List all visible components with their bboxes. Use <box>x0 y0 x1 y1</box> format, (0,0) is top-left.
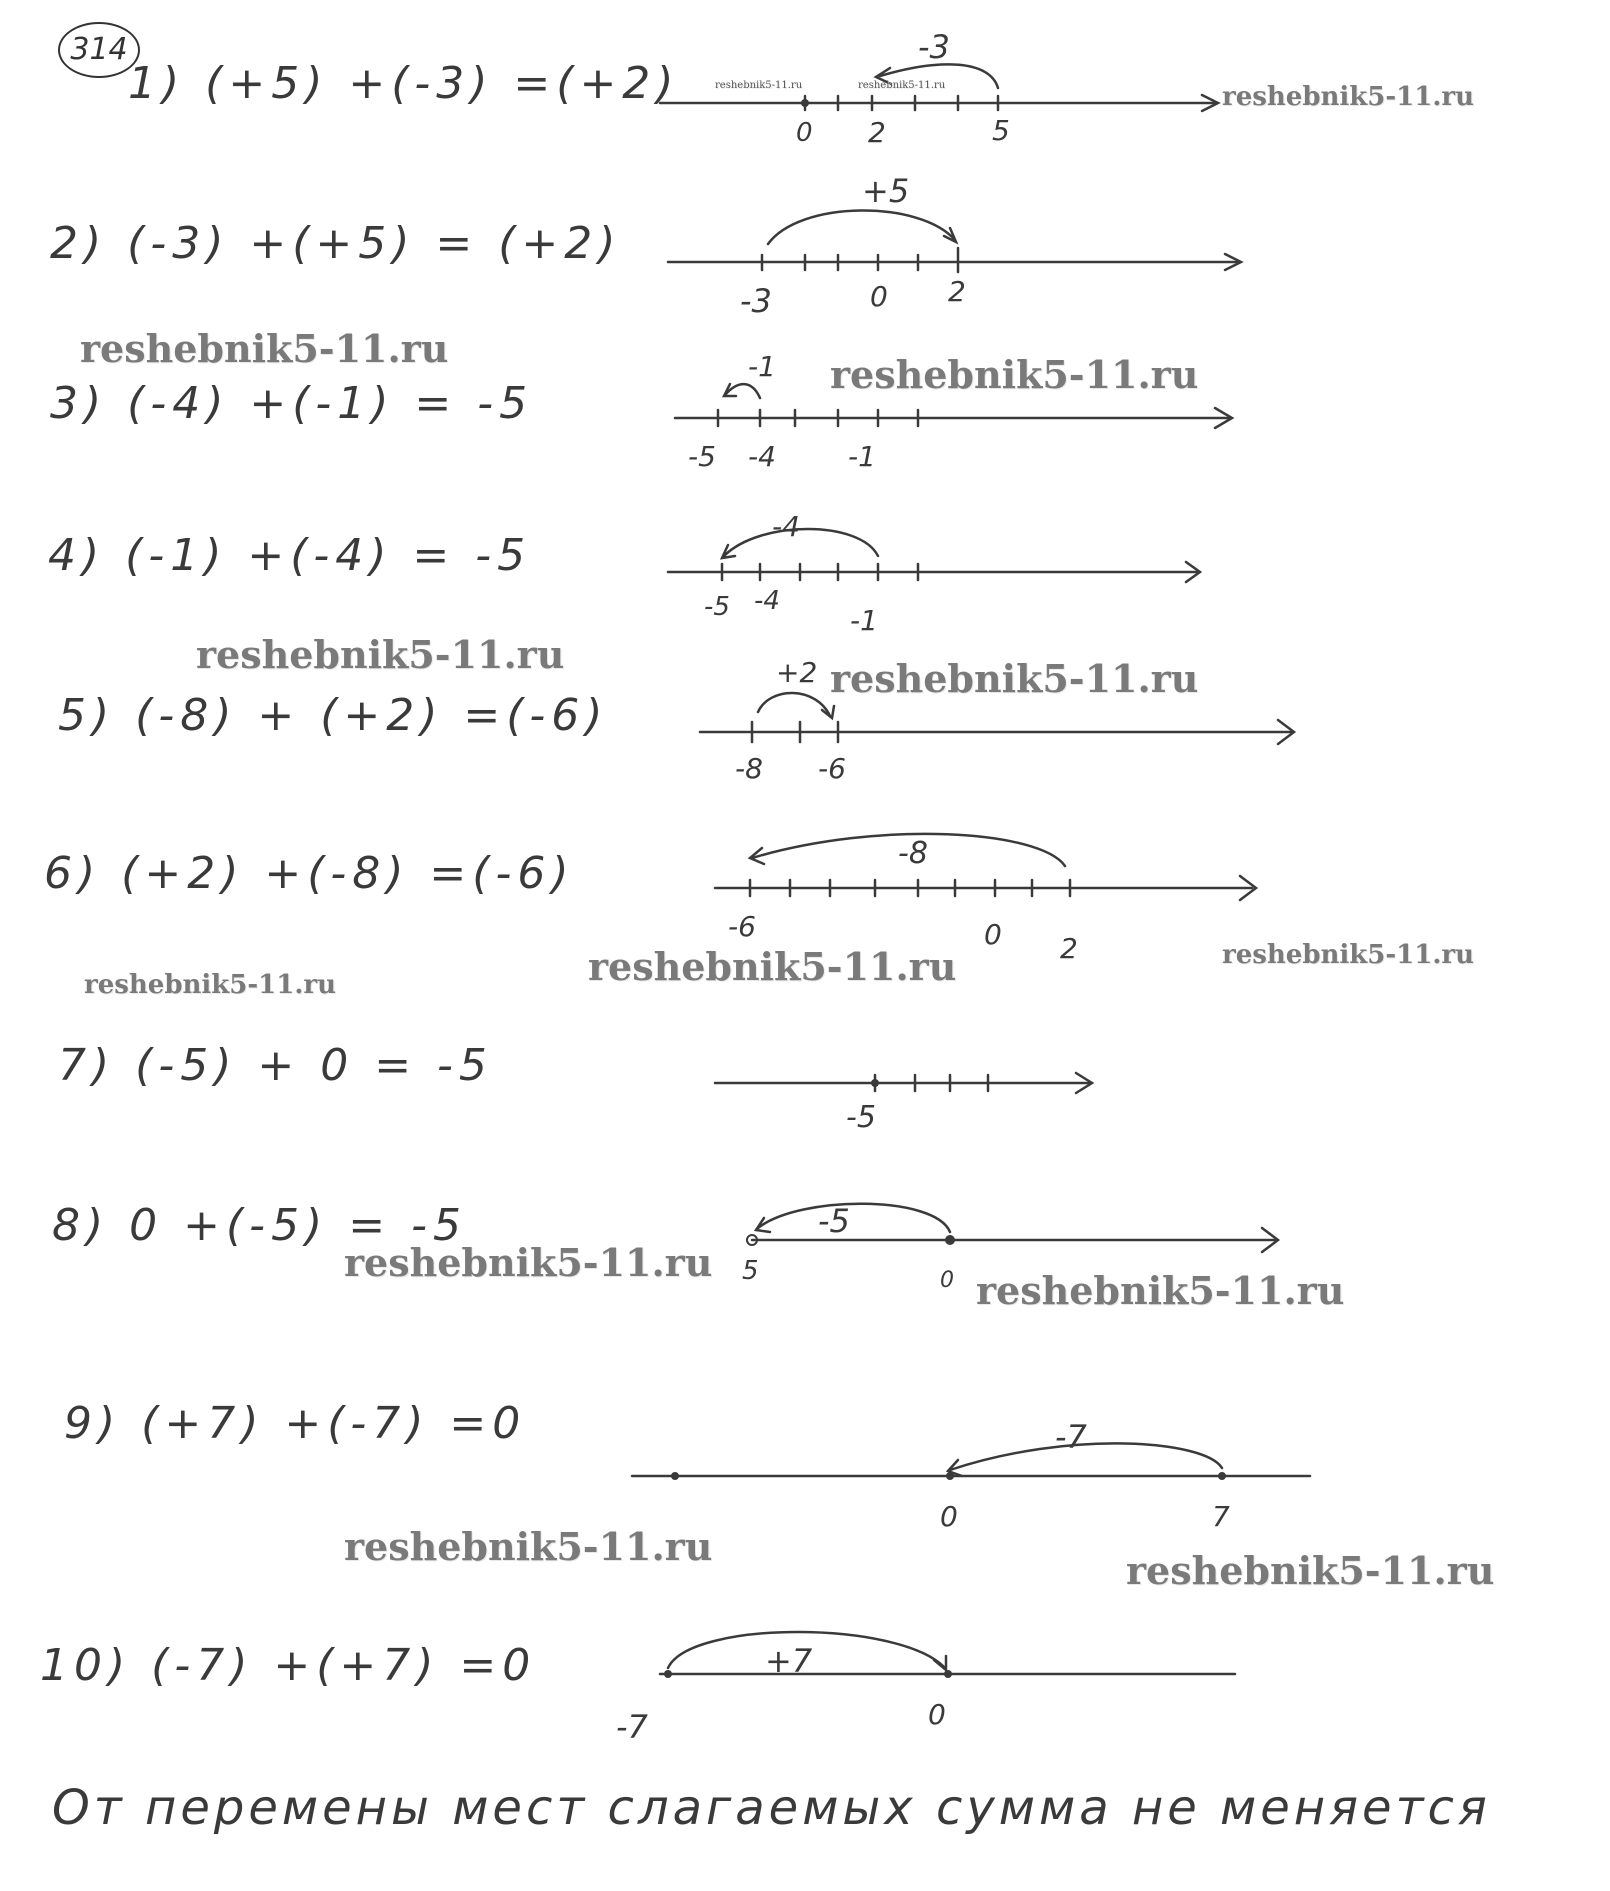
number-line-10 <box>660 1632 1235 1674</box>
equation-text: (-4) +(-1) = -5 <box>127 378 534 429</box>
watermark-text: reshebnik5-11.ru <box>344 1240 713 1285</box>
number-line-7 <box>715 1073 1092 1093</box>
equation-text: 0 +(-5) = -5 <box>129 1200 467 1251</box>
tick-label: 0 <box>940 1500 958 1533</box>
equation-text: (+5) +(-3) =(+2) <box>205 58 680 109</box>
watermark-text: reshebnik5-11.ru <box>1222 82 1475 112</box>
arc-label-1: -3 <box>918 28 950 66</box>
equation-text: (+2) +(-8) =(-6) <box>121 848 575 899</box>
watermark-text: reshebnik5-11.ru <box>858 80 946 91</box>
equation-text: (-5) + 0 = -5 <box>135 1040 493 1091</box>
tick-label: -3 <box>740 282 772 320</box>
tick-label: 0 <box>796 118 813 148</box>
arc-label-9: -7 <box>1055 1418 1087 1456</box>
watermark-text: reshebnik5-11.ru <box>588 944 957 989</box>
equation-text: (-7) +(+7) =0 <box>151 1640 537 1691</box>
equation-label: 2) <box>50 218 108 269</box>
equation-text: (-3) +(+5) = (+2) <box>127 218 622 269</box>
tick-label: -5 <box>704 592 730 622</box>
tick-label: 2 <box>868 116 886 149</box>
tick-label: 5 <box>992 114 1010 147</box>
equation-label: 4) <box>48 530 106 581</box>
watermark-text: reshebnik5-11.ru <box>344 1524 713 1569</box>
tick-label: 5 <box>742 1256 759 1286</box>
watermark-text: reshebnik5-11.ru <box>830 352 1199 397</box>
tick-label: 0 <box>984 918 1002 951</box>
number-line-2 <box>668 210 1241 272</box>
equation-label: 8) <box>52 1200 110 1251</box>
equation-label: 3) <box>50 378 108 429</box>
problem-number-circle: 314 <box>58 22 140 78</box>
tick-label: 7 <box>1212 1500 1230 1533</box>
watermark-text: reshebnik5-11.ru <box>196 632 565 677</box>
tick-label: -7 <box>616 1708 648 1746</box>
number-line-4 <box>668 529 1200 582</box>
tick-label: 2 <box>948 275 966 308</box>
tick-label: 0 <box>928 1698 946 1731</box>
tick-label: -1 <box>850 604 878 637</box>
watermark-text: reshebnik5-11.ru <box>1222 940 1475 970</box>
arc-label-2: +5 <box>862 172 910 210</box>
equation-label: 9) <box>64 1398 122 1449</box>
equation-label: 5) <box>58 690 116 741</box>
arc-label-6: -8 <box>898 836 928 871</box>
tick-label: 0 <box>870 280 888 313</box>
tick-label: 2 <box>1060 932 1078 965</box>
arc-label-10: +7 <box>765 1642 813 1680</box>
equation-label: 1) <box>128 58 186 109</box>
tick-label: -4 <box>754 586 780 616</box>
watermark-text: reshebnik5-11.ru <box>715 80 803 91</box>
tick-label: -6 <box>818 752 846 785</box>
arc-label-8: -5 <box>818 1202 850 1240</box>
tick-label: -1 <box>848 440 876 473</box>
tick-label: 0 <box>940 1268 954 1293</box>
arc-label-3: -1 <box>748 350 776 383</box>
tick-label: -6 <box>728 910 756 943</box>
equation-label: 7) <box>58 1040 116 1091</box>
watermark-text: reshebnik5-11.ru <box>84 970 337 1000</box>
equation-text: (+7) +(-7) =0 <box>141 1398 527 1449</box>
number-line-9 <box>632 1443 1310 1476</box>
equation-text: (-1) +(-4) = -5 <box>125 530 532 581</box>
watermark-text: reshebnik5-11.ru <box>1126 1548 1495 1593</box>
equation-label: 10) <box>40 1640 132 1691</box>
watermark-text: reshebnik5-11.ru <box>80 326 449 371</box>
watermark-text: reshebnik5-11.ru <box>830 656 1199 701</box>
watermark-text: reshebnik5-11.ru <box>976 1268 1345 1313</box>
tick-label: -4 <box>748 440 776 473</box>
equation-text: (-8) + (+2) =(-6) <box>135 690 609 741</box>
conclusion-text: От перемены мест слагаемых сумма не меняется <box>52 1780 1491 1836</box>
equation-label: 6) <box>44 848 102 899</box>
arc-label-4: -4 <box>772 510 800 543</box>
tick-label: -8 <box>735 752 763 785</box>
tick-label: -5 <box>846 1100 876 1135</box>
arc-label-5: +2 <box>776 656 818 689</box>
tick-label: -5 <box>688 440 716 473</box>
number-line-6 <box>715 834 1256 900</box>
